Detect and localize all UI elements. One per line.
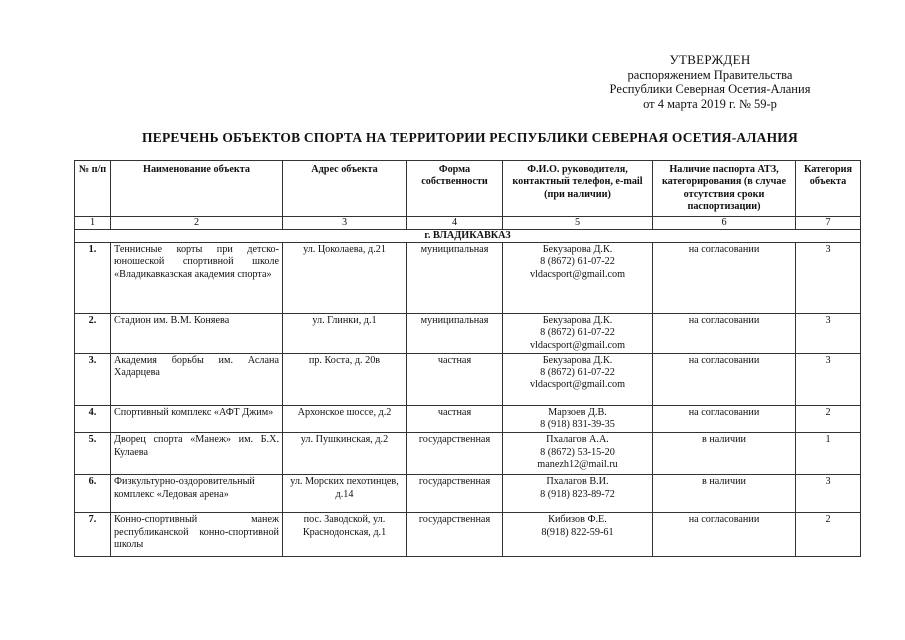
table-row: [75, 433, 861, 475]
head-phone: 8 (8672) 53-15-20: [540, 446, 615, 458]
header-ownership: Форма собственности: [407, 161, 503, 217]
head-phone: 8 (918) 831-39-35: [540, 419, 615, 431]
object-name: Теннисные корты при детско-юношеской спортивной школе «Владикавказская академия спорта»: [111, 243, 283, 314]
object-name: Спортивный комплекс «АФТ Джим»: [111, 405, 283, 433]
object-category: 2: [796, 405, 861, 433]
object-name: Академия борьбы им. Аслана Хадарцева: [111, 353, 283, 405]
approval-heading: УТВЕРЖДЕН: [669, 52, 751, 67]
column-number: 1: [75, 217, 111, 230]
row-number: 3.: [75, 353, 111, 405]
city-section-row: [75, 230, 861, 243]
head-contacts: [503, 475, 653, 513]
row-number: 1.: [75, 243, 111, 314]
passport-status: в наличии: [653, 433, 796, 475]
head-contacts: [503, 433, 653, 475]
object-name: Физкультурно-оздоровительный комплекс «Ледовая арена»: [111, 475, 283, 513]
object-address: пр. Коста, д. 20в: [283, 353, 407, 405]
passport-status: на согласовании: [653, 405, 796, 433]
table-row: [75, 353, 861, 405]
head-email: vldacsport@gmail.com: [529, 268, 626, 280]
head-name: Пхалагов А.А.: [546, 434, 609, 446]
approval-line-decree: распоряжением Правительства: [627, 67, 793, 82]
object-category: 2: [796, 513, 861, 557]
head-contacts: [503, 405, 653, 433]
passport-status: в наличии: [653, 475, 796, 513]
head-phone: 8 (8672) 61-07-22: [540, 256, 615, 268]
passport-status: на согласовании: [653, 353, 796, 405]
object-category: 3: [796, 475, 861, 513]
header-number: № п/п: [75, 161, 111, 217]
object-address: ул. Глинки, д.1: [283, 314, 407, 354]
row-number: 6.: [75, 475, 111, 513]
table-row: [75, 243, 861, 314]
object-category: 3: [796, 243, 861, 314]
header-category: Категория объекта: [796, 161, 861, 217]
passport-status: на согласовании: [653, 243, 796, 314]
ownership-form: муниципальная: [407, 243, 503, 314]
object-name: Стадион им. В.М. Коняева: [111, 314, 283, 354]
head-name: Пхалагов В.И.: [546, 476, 609, 488]
object-name: Конно-спортивный манеж республиканской конно-спортивной школы: [111, 513, 283, 557]
object-category: 3: [796, 353, 861, 405]
head-name: Марзоев Д.В.: [548, 406, 607, 418]
column-number-row: [75, 217, 861, 230]
column-number: 3: [283, 217, 407, 230]
row-number: 4.: [75, 405, 111, 433]
ownership-form: частная: [407, 353, 503, 405]
object-category: 3: [796, 314, 861, 354]
sport-objects-table: [74, 160, 861, 557]
table-header-row: [75, 161, 861, 217]
header-passport: Наличие паспорта АТЗ, категорирования (в случае отсутствия сроки паспортизации): [653, 161, 796, 217]
head-name: Бекузарова Д.К.: [542, 354, 613, 366]
approval-line-republic: Республики Северная Осетия-Алания: [609, 82, 811, 96]
object-name: Дворец спорта «Манеж» им. Б.Х. Кулаева: [111, 433, 283, 475]
column-number: 2: [111, 217, 283, 230]
object-address: Архонское шоссе, д.2: [283, 405, 407, 433]
head-phone: 8(918) 822-59-61: [541, 526, 614, 538]
city-section-label: г. ВЛАДИКАВКАЗ: [75, 230, 861, 243]
row-number: 2.: [75, 314, 111, 354]
head-contacts: [503, 353, 653, 405]
row-number: 5.: [75, 433, 111, 475]
head-phone: 8 (918) 823-89-72: [540, 488, 615, 500]
head-name: Бекузарова Д.К.: [542, 244, 613, 255]
head-name: Бекузарова Д.К.: [542, 315, 613, 326]
approval-line-date: от 4 марта 2019 г. № 59-р: [643, 96, 777, 111]
object-address: ул. Морских пехотинцев, д.14: [283, 475, 407, 513]
column-number: 6: [653, 217, 796, 230]
object-category: 1: [796, 433, 861, 475]
passport-status: на согласовании: [653, 314, 796, 354]
head-phone: 8 (8672) 61-07-22: [540, 327, 615, 339]
head-contacts: [503, 513, 653, 557]
ownership-form: государственная: [407, 513, 503, 557]
table-row: [75, 405, 861, 433]
header-head-contacts: Ф.И.О. руководителя, контактный телефон, e-mail (при наличии): [503, 161, 653, 217]
header-name: Наименование объекта: [111, 161, 283, 217]
head-contacts: [503, 314, 653, 354]
head-contacts: [503, 243, 653, 314]
passport-status: на согласовании: [653, 513, 796, 557]
header-address: Адрес объекта: [283, 161, 407, 217]
head-email: vldacsport@gmail.com: [529, 379, 626, 391]
ownership-form: государственная: [407, 433, 503, 475]
object-address: ул. Пушкинская, д.2: [283, 433, 407, 475]
head-phone: 8 (8672) 61-07-22: [540, 367, 615, 379]
table-row: [75, 475, 861, 513]
ownership-form: государственная: [407, 475, 503, 513]
ownership-form: частная: [407, 405, 503, 433]
column-number: 4: [407, 217, 503, 230]
head-name: Кибизов Ф.Е.: [548, 514, 607, 526]
ownership-form: муниципальная: [407, 314, 503, 354]
head-email: manezh12@mail.ru: [537, 459, 618, 471]
table-row: [75, 314, 861, 354]
object-address: пос. Заводской, ул. Краснодонская, д.1: [283, 513, 407, 557]
object-address: ул. Цоколаева, д.21: [283, 243, 407, 314]
document-title: ПЕРЕЧЕНЬ ОБЪЕКТОВ СПОРТА НА ТЕРРИТОРИИ РЕСПУБЛИКИ СЕВЕРНАЯ ОСЕТИЯ-АЛАНИЯ: [142, 130, 798, 145]
row-number: 7.: [75, 513, 111, 557]
column-number: 7: [796, 217, 861, 230]
table-row: [75, 513, 861, 557]
column-number: 5: [503, 217, 653, 230]
approval-stamp: [590, 53, 830, 111]
head-email: vldacsport@gmail.com: [529, 339, 626, 351]
